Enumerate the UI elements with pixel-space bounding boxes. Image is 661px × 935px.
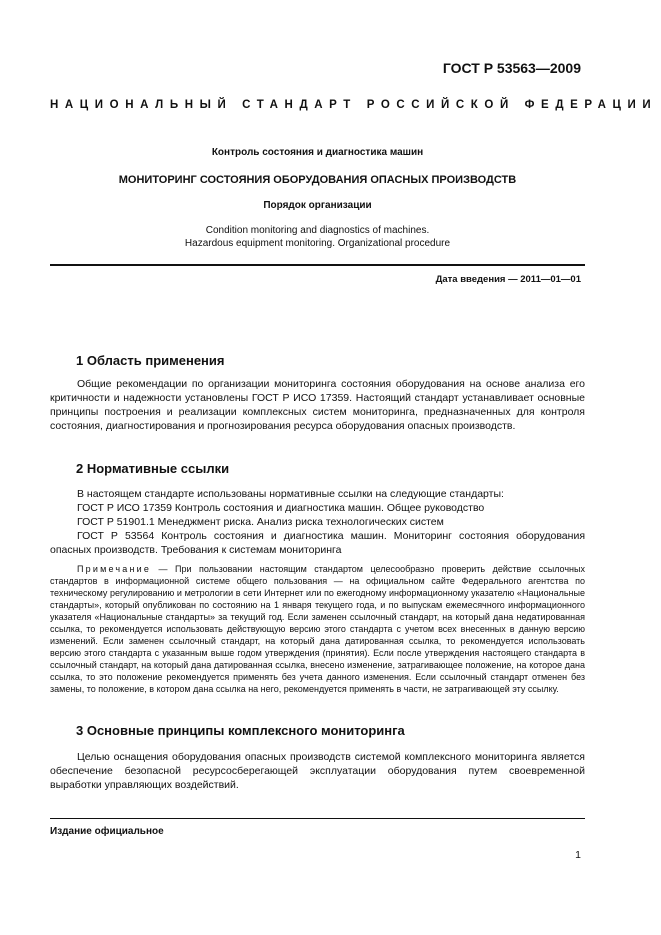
section-1-body: [50, 377, 585, 433]
footer-divider: [50, 818, 585, 819]
reference-item: ГОСТ Р 53564 Контроль состояния и диагностика машин. Мониторинг состояния оборудования опасных производств. Требования к системам мониторинга: [50, 530, 585, 556]
edition-label: Издание официальное: [50, 826, 164, 837]
section-2-heading: 2 Нормативные ссылки: [76, 461, 230, 476]
section-2-body: [50, 487, 585, 557]
note-label: Примечание: [77, 564, 152, 574]
introduction-date: Дата введения — 2011—01—01: [435, 274, 581, 285]
standard-code: ГОСТ Р 53563—2009: [442, 60, 581, 76]
section-3-paragraph: Целью оснащения оборудования опасных производств системой комплексного мониторинга является обеспечение безопасной ресурсосберегающей эксплуатации оборудования путем своевременной выработки управляющих воздействий.: [50, 751, 585, 791]
title-divider: [50, 264, 585, 266]
title-subtitle: Порядок организации: [263, 200, 372, 211]
note-text: — При пользовании настоящим стандартом целесообразно проверить действие ссылочных стандартов в информационной системе общего пользования — на официальном сайте Федерального агентства по техническому регулированию и метрологии в сети Интернет или по ежегодному информационному указателю «Национальные стандарты», который опубликован по состоянию на 1 января текущего года, и по выпускам ежемесячного информационного указателя «Национальные стандарты» за текущий год. Если заменен ссылочный стандарт, на который дана недатированная ссылка, то рекомендуется использовать действующую версию этого стандарта с учетом всех внесенных в данную версию изменений. Если заменен ссылочный стандарт, на который дана датированная ссылка, то рекомендуется использовать версию этого стандарта с указанным выше годом утверждения (принятия). Если после утверждения настоящего стандарта в ссылочный стандарт, на который дана датированная ссылка, внесено изменение, затрагивающее положение, на которое дана ссылка, то это положение рекомендуется применять без учета данного изменения. Если ссылочный стандарт отменен без замены, то положение, в котором дана ссылка на него, рекомендуется применять в части, не затрагивающей эту ссылку.: [50, 564, 585, 694]
page-title: МОНИТОРИНГ СОСТОЯНИЯ ОБОРУДОВАНИЯ ОПАСНЫХ ПРОИЗВОДСТВ: [118, 174, 517, 186]
reference-item: ГОСТ Р ИСО 17359 Контроль состояния и диагностика машин. Общее руководство: [77, 502, 485, 514]
section-1-paragraph: Общие рекомендации по организации мониторинга состояния оборудования на основе анализа его критичности и надежности установлены ГОСТ Р ИСО 17359. Настоящий стандарт устанавливает основные принципы построения и реализации комплексных систем мониторинга, предназначенных для контроля состояния, диагностирования и прогнозирования ресурса оборудования опасных производств.: [50, 378, 585, 432]
reference-item: ГОСТ Р 51901.1 Менеджмент риска. Анализ риска технологических систем: [77, 516, 444, 528]
references-intro: В настоящем стандарте использованы нормативные ссылки на следующие стандарты:: [77, 488, 504, 500]
note-paragraph: [50, 563, 585, 695]
references-note: [50, 563, 585, 695]
section-3-body: [50, 750, 585, 792]
title-english: [50, 224, 585, 250]
title-group: Контроль состояния и диагностика машин: [211, 147, 424, 158]
title-english-line-2: Hazardous equipment monitoring. Organizational procedure: [184, 238, 451, 249]
section-1-heading: 1 Область применения: [76, 353, 225, 368]
title-english-line-1: Condition monitoring and diagnostics of machines.: [205, 225, 430, 236]
national-standard-banner: НАЦИОНАЛЬНЫЙ СТАНДАРТ РОССИЙСКОЙ ФЕДЕРАЦИИ: [50, 99, 658, 111]
section-3-heading: 3 Основные принципы комплексного мониторинга: [76, 723, 405, 738]
page-number: 1: [575, 849, 581, 861]
